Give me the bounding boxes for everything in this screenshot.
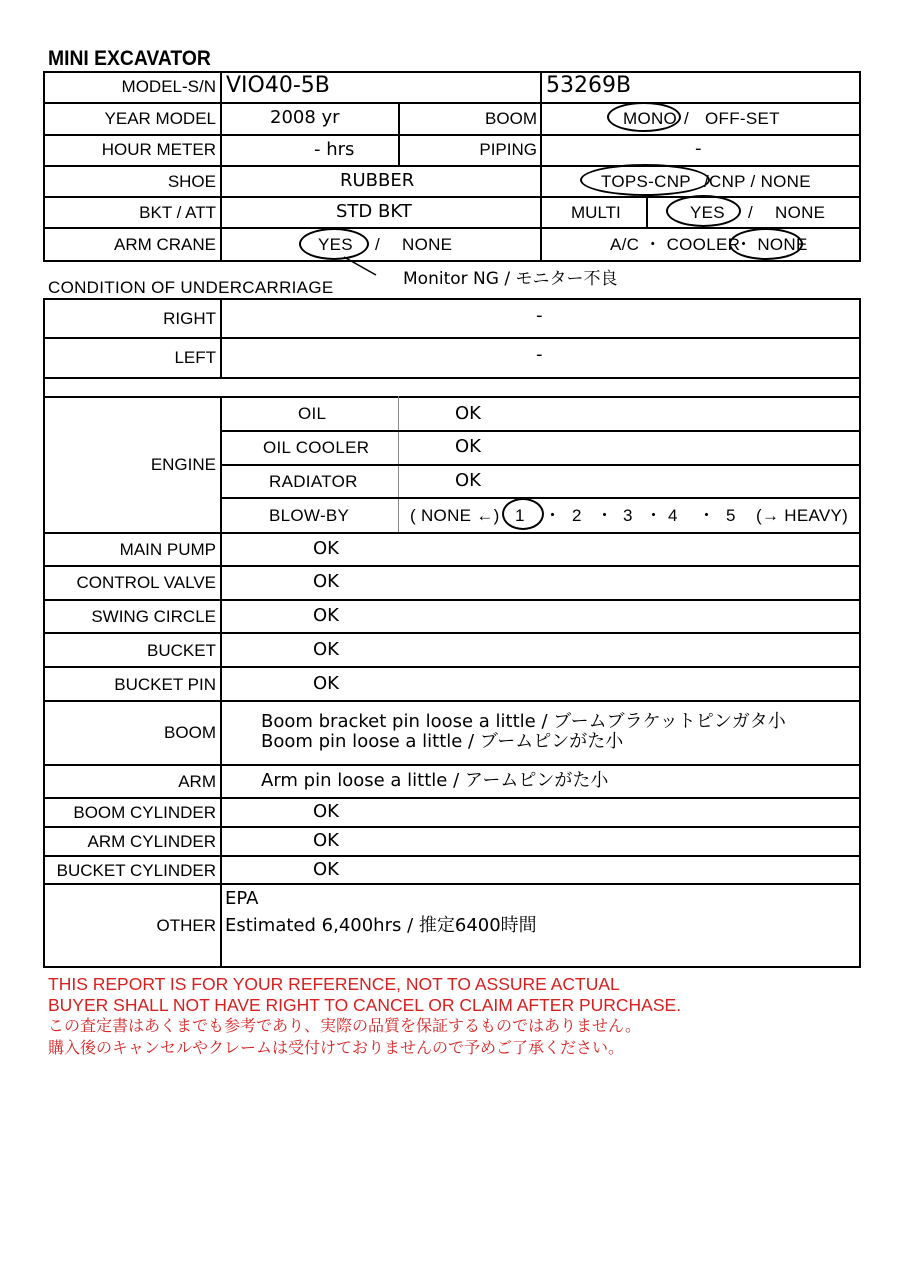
boom-cylinder-label: BOOM CYLINDER xyxy=(73,803,216,822)
page-title: MINI EXCAVATOR xyxy=(48,47,211,70)
boom-offset-option: OFF-SET xyxy=(705,109,780,128)
other-label: OTHER xyxy=(156,916,216,935)
ac-none-option: ・ NONE xyxy=(735,235,808,254)
undercarriage-heading: CONDITION OF UNDERCARRIAGE xyxy=(48,278,334,297)
main-pump-label: MAIN PUMP xyxy=(119,540,216,559)
bkt-att-value: STD BKT xyxy=(336,201,412,222)
arm-cylinder-label: ARM CYLINDER xyxy=(87,832,216,851)
shoe-label: SHOE xyxy=(167,172,216,191)
other-note-line-2: Estimated 6,400hrs / 推定6400時間 xyxy=(225,915,537,936)
blowby-1-option: 1 xyxy=(515,506,525,525)
arm-cylinder-value: OK xyxy=(313,830,339,851)
blowby-2-option: 2 xyxy=(572,506,582,525)
blowby-dot-3: ・ xyxy=(645,506,663,525)
blowby-heavy-option: (→ HEAVY) xyxy=(756,506,849,525)
boom-mono-option: MONO xyxy=(623,109,678,128)
arm-crane-yes-option: YES xyxy=(318,235,353,254)
blow-by-label: BLOW-BY xyxy=(269,506,350,525)
note-pointer xyxy=(340,255,390,280)
disclaimer-line-1: THIS REPORT IS FOR YOUR REFERENCE, NOT TO ASSURE ACTUAL xyxy=(48,974,620,994)
boom-sep: / xyxy=(684,109,690,128)
bucket-cylinder-label: BUCKET CYLINDER xyxy=(56,861,216,880)
blowby-1-circle xyxy=(502,498,544,530)
boom-type-label: BOOM xyxy=(485,109,537,128)
right-value: - xyxy=(536,305,543,326)
multi-yes-circle xyxy=(666,195,741,227)
year-model-label: YEAR MODEL xyxy=(104,109,216,128)
bkt-att-label: BKT / ATT xyxy=(139,203,216,222)
boom-section-label: BOOM xyxy=(164,723,216,742)
shoe-other-options: /CNP / NONE xyxy=(704,172,811,191)
right-label: RIGHT xyxy=(163,309,216,328)
shoe-tops-option: TOPS-CNP xyxy=(601,172,691,191)
bucket-label: BUCKET xyxy=(147,641,216,660)
serial-value: 53269B xyxy=(546,73,632,98)
disclaimer-line-4: 購入後のキャンセルやクレームは受付けておりませんので予めご了承ください。 xyxy=(48,1038,625,1057)
left-value: - xyxy=(536,344,543,365)
left-label: LEFT xyxy=(174,348,216,367)
shoe-tops-circle xyxy=(580,164,710,196)
multi-sep: / xyxy=(748,203,754,222)
radiator-value: OK xyxy=(455,470,481,491)
blowby-3-option: 3 xyxy=(623,506,633,525)
disclaimer-line-2: BUYER SHALL NOT HAVE RIGHT TO CANCEL OR CLAIM AFTER PURCHASE. xyxy=(48,995,682,1015)
oil-cooler-value: OK xyxy=(455,436,481,457)
arm-crane-label: ARM CRANE xyxy=(113,235,216,254)
shoe-value: RUBBER xyxy=(340,170,415,191)
control-valve-label: CONTROL VALVE xyxy=(76,573,216,592)
arm-note: Arm pin loose a little / アームピンがた小 xyxy=(261,770,609,791)
arm-crane-none-option: NONE xyxy=(402,235,453,254)
radiator-label: RADIATOR xyxy=(269,472,358,491)
ac-none-circle xyxy=(729,228,803,260)
multi-yes-option: YES xyxy=(690,203,725,222)
control-valve-value: OK xyxy=(313,571,339,592)
engine-label: ENGINE xyxy=(150,455,216,474)
piping-label: PIPING xyxy=(479,140,537,159)
hours-value: - hrs xyxy=(314,139,355,160)
boom-mono-circle xyxy=(607,102,681,132)
bucket-pin-label: BUCKET PIN xyxy=(114,675,216,694)
bucket-pin-value: OK xyxy=(313,673,339,694)
monitor-note: Monitor NG / モニター不良 xyxy=(403,269,618,289)
other-note-line-1: EPA xyxy=(225,888,259,909)
oil-value: OK xyxy=(455,403,481,424)
bucket-value: OK xyxy=(313,639,339,660)
model-sn-label: MODEL-S/N xyxy=(121,77,216,96)
swing-circle-label: SWING CIRCLE xyxy=(91,607,216,626)
main-pump-value: OK xyxy=(313,538,339,559)
model-value: VIO40-5B xyxy=(226,73,330,98)
blowby-dot-4: ・ xyxy=(698,506,716,525)
blowby-dot-1: ・ xyxy=(544,506,562,525)
year-value: 2008 yr xyxy=(270,107,340,128)
disclaimer-line-3: この査定書はあくまでも参考であり、実際の品質を保証するものではありません。 xyxy=(48,1016,641,1035)
bucket-cylinder-value: OK xyxy=(313,859,339,880)
blowby-none-option: ( NONE ←) xyxy=(410,506,500,525)
blowby-5-option: 5 xyxy=(726,506,736,525)
arm-crane-sep: / xyxy=(375,235,381,254)
boom-note-line-1: Boom bracket pin loose a little / ブームブラケットピンガタ小 xyxy=(261,711,786,732)
oil-cooler-label: OIL COOLER xyxy=(263,438,370,457)
hour-meter-label: HOUR METER xyxy=(101,140,216,159)
piping-value: - xyxy=(695,138,702,159)
arm-label: ARM xyxy=(178,772,216,791)
ac-cooler-label: A/C ・ COOLER xyxy=(610,235,741,254)
multi-label: MULTI xyxy=(571,203,621,222)
blowby-dot-2: ・ xyxy=(596,506,614,525)
boom-note-line-2: Boom pin loose a little / ブームピンがた小 xyxy=(261,731,624,752)
multi-none-option: NONE xyxy=(775,203,826,222)
oil-label: OIL xyxy=(298,404,327,423)
blowby-4-option: 4 xyxy=(668,506,678,525)
swing-circle-value: OK xyxy=(313,605,339,626)
boom-cylinder-value: OK xyxy=(313,801,339,822)
